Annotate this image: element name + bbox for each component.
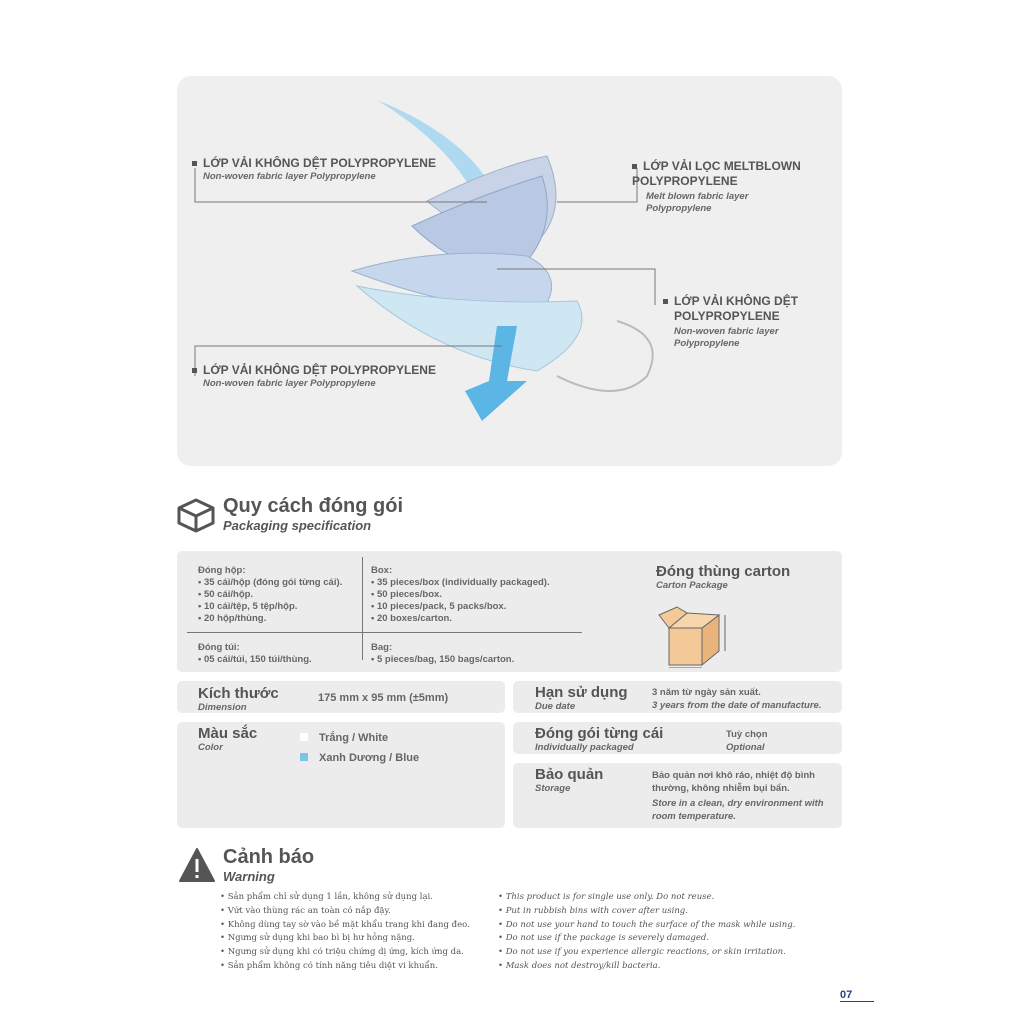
bag-vi: Đóng túi: • 05 cái/túi, 150 túi/thùng. xyxy=(198,642,312,665)
list-item: • Sản phẩm không có tính năng tiêu diệt vi khuẩn. xyxy=(220,960,438,971)
list-item: • Mask does not destroy/kill bacteria. xyxy=(498,960,661,971)
carton-heading: Đóng thùng carton Carton Package xyxy=(656,563,791,591)
color-panel xyxy=(177,722,505,828)
section-subtitle: Packaging specification xyxy=(223,518,372,533)
due-en: 3 years from the date of manufacture. xyxy=(652,700,822,711)
layer-title: LỚP VẢI LỌC MELTBLOWN POLYPROPYLENE xyxy=(632,159,801,188)
storage-title: Bảo quản xyxy=(535,766,604,783)
storage-panel xyxy=(513,763,842,828)
connector-lines xyxy=(177,76,842,466)
blue-swatch xyxy=(300,753,308,761)
warning-list-en xyxy=(498,891,795,974)
list-item: • Ngưng sử dụng khi bao bì bị hư hỏng nặng. xyxy=(220,933,415,944)
list-item: • 20 boxes/carton. xyxy=(371,613,452,624)
box-icon xyxy=(176,497,216,533)
section-title: Quy cách đóng gói xyxy=(223,495,404,517)
warning-heading xyxy=(223,846,314,884)
list-item: • 10 pieces/pack, 5 packs/box. xyxy=(371,601,507,612)
list-item: • 50 cái/hộp. xyxy=(198,589,254,600)
layer-label-3 xyxy=(674,294,814,350)
bag-en: Bag: • 5 pieces/bag, 150 bags/carton. xyxy=(371,642,515,665)
box-vi: Đóng hộp: • 35 cái/hộp (đóng gói từng cái). • 50 cái/hộp. • 10 cái/tệp, 5 tệp/hộp. • 20 hộp/thùng. xyxy=(198,565,343,624)
due-date-panel xyxy=(513,681,842,713)
list-item: • 05 cái/túi, 150 túi/thùng. xyxy=(198,654,312,665)
carton-box-icon xyxy=(657,603,732,668)
individual-title: Đóng gói từng cái xyxy=(535,725,664,742)
layer-subtitle: Melt blown fabric layer Polypropylene xyxy=(646,191,749,214)
dimension-subtitle: Dimension xyxy=(198,702,247,713)
list-item: • 50 pieces/box. xyxy=(371,589,442,600)
color-title: Màu sắc xyxy=(198,725,258,742)
layer-label-1 xyxy=(192,156,436,183)
due-vi: 3 năm từ ngày sản xuất. xyxy=(652,687,761,698)
layer-title: LỚP VẢI KHÔNG DỆT POLYPROPYLENE xyxy=(203,156,436,170)
list-item: • 20 hộp/thùng. xyxy=(198,613,267,624)
dimension-title: Kích thước xyxy=(198,685,279,702)
layer-subtitle: Non-woven fabric layer Polypropylene xyxy=(203,378,376,389)
list-item: • Put in rubbish bins with cover after using. xyxy=(498,905,688,916)
mask-layers-panel xyxy=(177,76,842,466)
dimension-value: 175 mm x 95 mm (±5mm) xyxy=(318,692,449,704)
warning-title: Cảnh báo xyxy=(223,846,315,868)
list-item: • 35 pieces/box (individually packaged). xyxy=(371,577,550,588)
layer-title: LỚP VẢI KHÔNG DỆT POLYPROPYLENE xyxy=(674,294,799,323)
warning-subtitle: Warning xyxy=(223,869,275,884)
layer-label-2 xyxy=(632,159,812,215)
individual-panel xyxy=(513,722,842,754)
due-title: Hạn sử dụng xyxy=(535,684,628,701)
list-item: • 35 cái/hộp (đóng gói từng cái). xyxy=(198,577,343,588)
list-item: • Sản phẩm chỉ sử dụng 1 lần, không sử dụng lại. xyxy=(220,892,433,902)
list-item: • Ngưng sử dụng khi có triệu chứng dị ứng, kích ứng da. xyxy=(220,947,464,958)
storage-vi: Bảo quản nơi khô ráo, nhiệt độ bình thường, không nhiễm bụi bẩn. xyxy=(652,770,815,794)
list-item: • This product is for single use only. Do not reuse. xyxy=(498,892,715,902)
page-number: 07 xyxy=(840,989,874,1002)
storage-en: Store in a clean, dry environment with room temperature. xyxy=(652,798,824,822)
due-subtitle: Due date xyxy=(535,701,576,712)
color-option-blue: Xanh Dương / Blue xyxy=(300,748,419,768)
individual-subtitle: Individually packaged xyxy=(535,742,634,753)
list-item: • 5 pieces/bag, 150 bags/carton. xyxy=(371,654,515,665)
warning-icon xyxy=(179,847,215,883)
layer-label-4 xyxy=(192,363,436,390)
color-option-white: Trắng / White xyxy=(300,728,419,748)
list-item: • Không dùng tay sờ vào bề mặt khẩu trang khi đang đeo. xyxy=(220,919,470,930)
list-item: • Do not use if the package is severely damaged. xyxy=(498,933,710,944)
layer-title: LỚP VẢI KHÔNG DỆT POLYPROPYLENE xyxy=(203,363,436,377)
individual-vi: Tuỳ chọn xyxy=(726,729,768,740)
list-item: • Do not use if you experience allergic reactions, or skin irritation. xyxy=(498,947,786,958)
dimension-panel xyxy=(177,681,505,713)
list-item: • 10 cái/tệp, 5 tệp/hộp. xyxy=(198,601,298,612)
layer-subtitle: Non-woven fabric layer Polypropylene xyxy=(674,326,779,349)
color-subtitle: Color xyxy=(198,742,223,753)
warning-list-vi xyxy=(220,891,470,974)
list-item: • Vứt vào thùng rác an toàn có nắp đậy. xyxy=(220,905,391,916)
list-item: • Do not use your hand to touch the surface of the mask while using. xyxy=(498,919,796,930)
color-options xyxy=(300,728,419,768)
individual-en: Optional xyxy=(726,742,765,753)
white-swatch xyxy=(300,733,308,741)
packaging-panel xyxy=(177,551,842,672)
storage-subtitle: Storage xyxy=(535,783,571,794)
box-en: Box: • 35 pieces/box (individually packaged). • 50 pieces/box. • 10 pieces/pack, 5 packs/box. • 20 boxes/carton. xyxy=(371,565,550,624)
packaging-heading xyxy=(223,495,403,533)
layer-subtitle: Non-woven fabric layer Polypropylene xyxy=(203,171,376,182)
